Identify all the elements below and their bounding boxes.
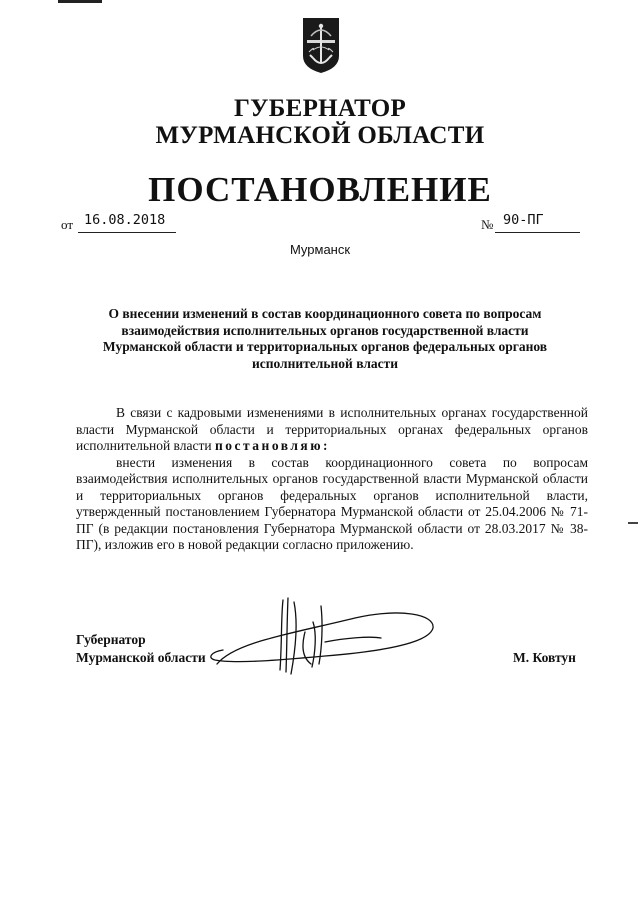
city: Мурманск (289, 242, 351, 257)
scan-artifact (628, 522, 638, 524)
document-body (76, 405, 588, 554)
date-label: от (61, 217, 74, 232)
document-type: ПОСТАНОВЛЕНИЕ (148, 170, 492, 209)
handwritten-signature-icon (195, 592, 465, 682)
paragraph-1-text: В связи с кадровыми изменениями в исполнительных органах государственной власти Мурманской области и территориальных органах федеральных органов исполнительной власти (76, 405, 588, 453)
document-subject: О внесении изменений в состав координационного совета по вопросам взаимодействия исполнительных органов государственной власти Мурманской области и территориальных органов федеральных органов исполнительной власти (102, 306, 548, 371)
number-value: 90-ПГ (495, 212, 580, 233)
position-line-1: Губернатор (76, 632, 146, 647)
position-line-2: Мурманской области (76, 650, 206, 665)
number-label: № (481, 217, 494, 232)
title-line-2: МУРМАНСКОЙ ОБЛАСТИ (155, 122, 485, 149)
body-paragraph-2: внести изменения в состав координационного совета по вопросам взаимодействия исполнительных органов государственной власти Мурманской области и территориальных органов федеральных органов исполнительной власти, утвержденный постановлением Губернатора Мурманской области от 25.04.2006 № 71-ПГ (в редакции постановления Губернатора Мурманской области от 28.03.2017 № 38-ПГ), изложив его в новой редакции согласно приложению. (76, 454, 588, 552)
decree-keyword: постановляю: (214, 438, 331, 453)
murmansk-coat-of-arms-icon (301, 16, 341, 74)
title-line-1: ГУБЕРНАТОР (233, 95, 407, 122)
body-paragraph-1 (76, 405, 588, 455)
signatory-name: М. Ковтун (513, 650, 576, 665)
page-title (0, 95, 640, 149)
date-value: 16.08.2018 (78, 212, 176, 233)
scan-artifact (58, 0, 102, 3)
signatory-position (76, 631, 206, 667)
